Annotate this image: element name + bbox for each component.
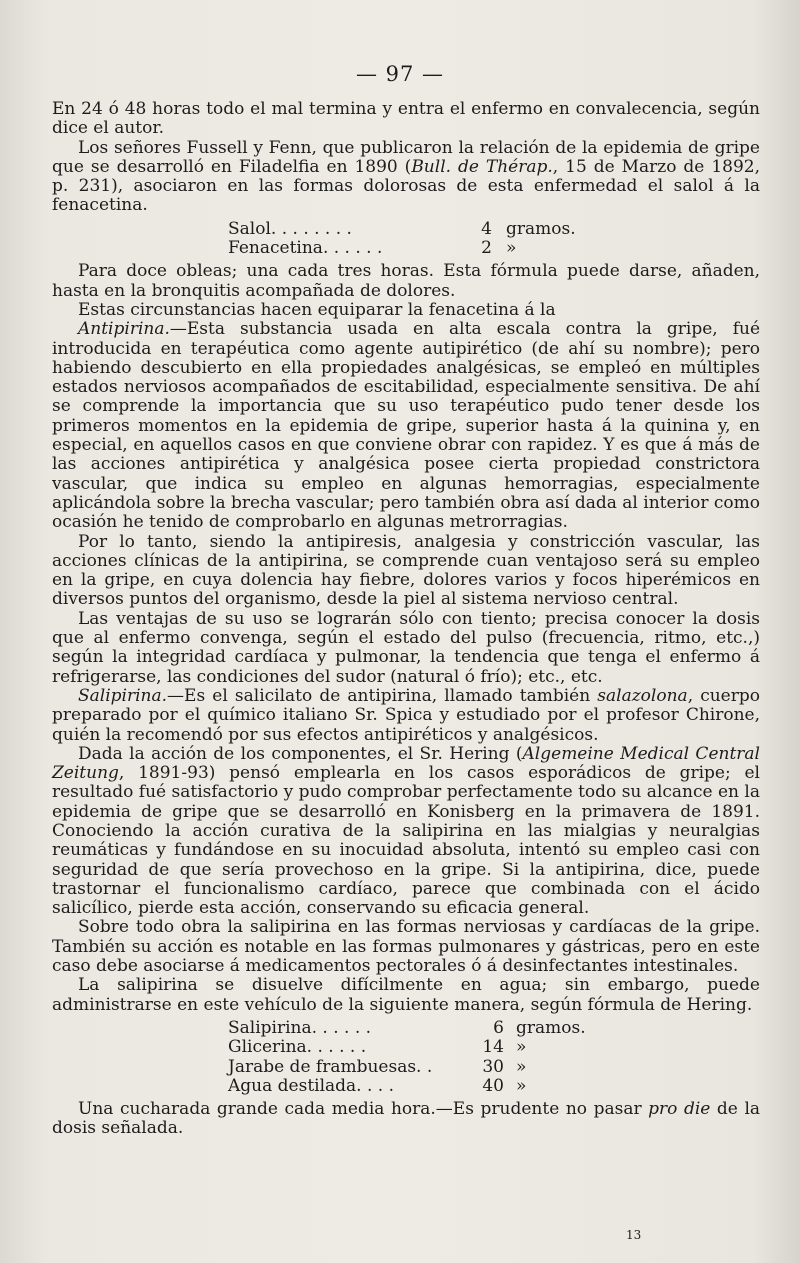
signature-mark: 13 [626, 1228, 642, 1242]
formula-salipirina [228, 1019, 586, 1096]
formula-row: Agua destilada. . . . 40 » [228, 1075, 527, 1096]
reference-bull-therap: Bull. de Thérap. [411, 156, 553, 177]
section-lead-antipirina: Antipirina. [78, 319, 170, 340]
paragraph-disuelve: La salipirina se disuelve difícilmente en agua; sin embargo, puede administrarse en este vehículo de la siguiente manera, según fórmula de Hering. [52, 975, 760, 1015]
paragraph-antipirina: Antipirina.—Esta substancia usada en alta escala contra la gripe, fué introducida en terapéutica como agente autipirético (de ahí su nombre); pero habiendo descubierto en ella propiedades analgésicas, se empleó en múltiples estados nerviosos acompañados de escitabilidad, especialmente sensitiva. De ahí se comprende la importancia que su uso terapéutico pudo tener desde los primeros momentos en la epidemia de gripe, superior hasta á la quinina y, en especial, en aquellos casos en que conviene obrar con rapidez. Y es que á más de las acciones antipirética y analgésica posee cierta propiedad constrictora vascular, que indica su empleo en algunas hemorragias, especialmente aplicándola sobre la brecha vascular; pero también obra así dada al interior como ocasión he tenido de comprobarlo en algunas metrorragias. [52, 319, 760, 533]
paragraph-equiparar: Estas circunstancias hacen equiparar la fenacetina á la [78, 299, 556, 320]
formula-row: Jarabe de frambuesas. . 30 » [228, 1056, 527, 1077]
term-pro-die: pro die [648, 1099, 711, 1120]
paragraph-salipirina: Salipirina.—Es el salicilato de antipirina, llamado también salazolona, cuerpo preparado por el químico italiano Sr. Spica y estudiado por el profesor Chirone, quién la recomendó por sus efectos antipiréticos y analgésicos. [52, 685, 760, 745]
body-text [52, 100, 760, 1139]
paragraph-formas-nerviosas: Sobre todo obra la salipirina en las formas nerviosas y cardíacas de la gripe. También su acción es notable en las formas pulmonares y gástricas, pero en este caso debe asociarse á medicamentos pectorales ó á desinfectantes intestinales. [52, 917, 760, 977]
formula-salol-fenacetina [228, 220, 576, 259]
term-salazolona: salazolona [597, 685, 688, 706]
paragraph-por-lo-tanto: Por lo tanto, siendo la antipiresis, analgesia y constricción vascular, las acciones clínicas de la antipirina, se comprende cuan ventajoso será su empleo en la gripe, en cuya dolencia hay fiebre, dolores varios y focos hiperémicos en diversos puntos del organismo, desde la piel al sistema nervioso central. [52, 531, 760, 610]
paragraph-fussell-fenn: Los señores Fussell y Fenn, que publicaron la relación de la epidemia de gripe que se desarrolló en Filadelfia en 1890 (Bull. de Thérap., 15 de Marzo de 1892, p. 231), asociaron en las formas dolorosas de esta enfermedad el salol á la fenacetina. [52, 137, 760, 216]
paragraph-cucharada: Una cucharada grande cada media hora.—Es prudente no pasar pro die de la dosis señalada. [52, 1099, 761, 1139]
formula-row: Glicerina. . . . . . 14 » [228, 1037, 527, 1058]
paragraph-obleas: Para doce obleas; una cada tres horas. Esta fórmula puede darse, añaden, hasta en la bronquitis acompañada de dolores. [52, 261, 760, 301]
paragraph-ventajas: Las ventajas de su uso se lograrán sólo con tiento; precisa conocer la dosis que al enfermo convenga, según el estado del pulso (frecuencia, ritmo, etc.,) según la integridad cardíaca y pulmonar, la tendencia que tenga el enfermo á refrigerarse, las condiciones del sudor (natural ó frío); etc., etc. [52, 608, 760, 687]
reference-medical-central-zeitung: Algemeine Medical Central Zeitung [52, 743, 760, 784]
formula-row: Salol. . . . . . . . 4 gramos. [228, 218, 576, 239]
page-number: — 97 — [355, 62, 445, 86]
formula-row: Fenacetina. . . . . . 2 » [228, 238, 517, 259]
paragraph-convalescence: En 24 ó 48 horas todo el mal termina y entra el enfermo en convalecencia, según dice el autor. [52, 99, 760, 139]
formula-row: Salipirina. . . . . . 6 gramos. [228, 1017, 586, 1038]
paragraph-hering: Dada la acción de los componentes, el Sr. Hering (Algemeine Medical Central Zeitung, 1891-93) pensó emplearla en los casos esporádicos de gripe; el resultado fué satisfactorio y pudo comprobar perfectamente todo su alcance en la epidemia de gripe que se desarrolló en Konisberg en la primavera de 1891. Conociendo la acción curativa de la salipirina en las mialgias y neuralgias reumáticas y fundándose en su inocuidad absoluta, intentó su empleo casi con seguridad de que sería provechoso en la gripe. Si la antipirina, dice, puede trastornar el funcionalismo cardíaco, parece que combinada con el ácido salicílico, pierde esta acción, conservando su eficacia general. [52, 743, 760, 919]
section-lead-salipirina: Salipirina. [78, 685, 168, 706]
